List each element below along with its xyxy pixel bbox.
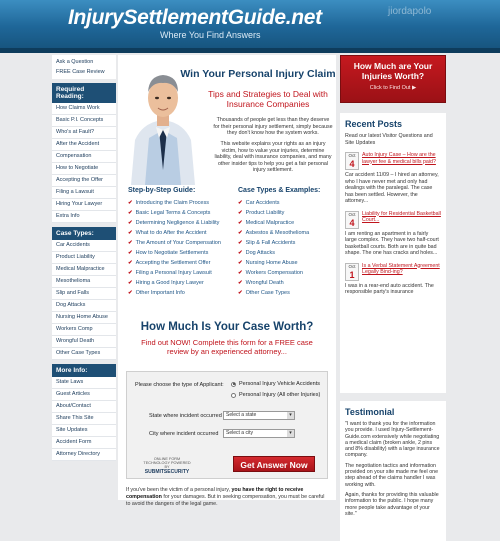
testimonial-heading: Testimonial (345, 407, 395, 417)
check-icon: ✔ (238, 270, 243, 276)
injury-worth-banner[interactable] (340, 55, 446, 103)
list-item[interactable]: ✔ Nursing Home Abuse (238, 260, 298, 266)
nav-item[interactable]: Mesothelioma (52, 276, 116, 288)
list-item[interactable]: ✔ Basic Legal Terms & Concepts (128, 210, 211, 216)
list-item[interactable]: ✔ Accepting the Settlement Offer (128, 260, 211, 266)
recent-posts-panel (340, 113, 446, 393)
check-icon: ✔ (238, 280, 243, 286)
state-select[interactable]: Select a state ▾ (223, 411, 295, 420)
list-item[interactable]: ✔ Other Important Info (128, 290, 185, 296)
list-item[interactable]: ✔ Filing a Personal Injury Lawsuit (128, 270, 212, 276)
left-sidebar (52, 55, 116, 461)
nav-item[interactable]: Workers Comp (52, 324, 116, 336)
applicant-type-label: Please choose the type of Applicant: (135, 382, 224, 388)
post-title-link[interactable]: Is a Verbal Statement Agreement Legally Bind-ing? (362, 262, 440, 275)
nav-item[interactable]: Car Accidents (52, 240, 116, 252)
check-icon: ✔ (238, 290, 243, 296)
nav-item[interactable]: State Laws (52, 377, 116, 389)
post-excerpt: I was in a rear-end auto accident. The responsible party's insurance (345, 282, 434, 295)
right-sidebar (340, 55, 446, 541)
post-item (345, 152, 441, 205)
case-types-heading: Case Types: (52, 227, 116, 240)
city-label: City where incident occurred (149, 431, 219, 437)
testimonial-text: "I want to thank you for the information you provide. I used Injury-Settlement-Guide.com extensively while negotiating a medical claim (broken ankle, 2 pins and 8% disability) with a large insurance company. The negotiation tactics and information provided on your site made me feel one step ahead of the claims handler I was working with. Again, thanks for providing this valuable information to the public. I hope many more people take advantage of your site." (345, 421, 440, 517)
check-icon: ✔ (238, 230, 243, 236)
case-worth-subheading: Find out NOW! Complete this form for a FREE case review by an experienced attorney... (141, 338, 313, 356)
check-icon: ✔ (128, 260, 133, 266)
nav-item[interactable]: Product Liability (52, 252, 116, 264)
nav-item[interactable]: Dog Attacks (52, 300, 116, 312)
check-icon: ✔ (128, 220, 133, 226)
nav-item[interactable]: Guest Articles (52, 389, 116, 401)
case-review-form (126, 371, 328, 479)
nav-item[interactable]: Other Case Types (52, 348, 116, 360)
case-types-list (52, 240, 116, 360)
nav-item[interactable]: Basic P.I. Concepts (52, 115, 116, 127)
list-item[interactable]: ✔ Asbestos & Mesothelioma (238, 230, 310, 236)
chevron-down-icon: ▾ (287, 412, 294, 419)
list-item[interactable]: ✔ How to Negotiate Settlements (128, 250, 209, 256)
nav-item[interactable]: After the Accident (52, 139, 116, 151)
list-item[interactable]: ✔ Wrongful Death (238, 280, 284, 286)
nav-item[interactable]: About/Contact (52, 401, 116, 413)
post-title-link[interactable]: Liability for Residential Basketball Court... (362, 210, 441, 223)
banner-title: How Much are Your Injuries Worth? (353, 61, 433, 81)
nav-item[interactable]: How to Negotiate (52, 163, 116, 175)
nav-item[interactable]: Wrongful Death (52, 336, 116, 348)
secure-badge: ONLINE FORM TECHNOLOGY POWERED BY SUBMITSECURITY (141, 457, 193, 475)
list-item[interactable]: ✔ The Amount of Your Compensation (128, 240, 221, 246)
city-select[interactable]: Select a city ▾ (223, 429, 295, 438)
check-icon: ✔ (128, 210, 133, 216)
top-links (52, 55, 116, 79)
testimonial-panel (340, 401, 446, 541)
body-paragraph-1: If you've been the victim of a personal injury, you have the right to receive compensation for your damages. But in seeking compensation, you must be careful to avoid the dangers of the legal game. (126, 487, 325, 507)
check-icon: ✔ (128, 240, 133, 246)
post-date: Oct 4 (345, 152, 359, 170)
watermark-text: jiordapolo (388, 6, 432, 17)
post-excerpt: Car accident 11/09 – I hired an attorney, who I have never met and only had dealings with the paralegal. The case has been settled. However, the attorney... (345, 172, 439, 204)
more-info-heading: More Info: (52, 364, 116, 377)
state-label: State where incident occurred (149, 413, 222, 419)
list-item[interactable]: ✔ Slip & Fall Accidents (238, 240, 296, 246)
list-item[interactable]: ✔ Other Case Types (238, 290, 290, 296)
nav-item[interactable]: Share This Site (52, 413, 116, 425)
post-item (345, 211, 441, 257)
post-title-link[interactable]: Auto Injury Case – How are the lawyer fee & medical bills paid? (362, 152, 436, 165)
case-examples-heading: Case Types & Examples: (238, 187, 321, 194)
radio-button[interactable] (231, 382, 236, 387)
chevron-down-icon: ▾ (287, 430, 294, 437)
submitsecurity-logo: SUBMITSECURITY (144, 469, 190, 475)
intro-paragraph-2: This website explains your rights as an injury victim, how to value your injuries, determine liability, deal with insurance companies, and many other insider tips to help you get a fair personal injury settlement. (214, 141, 332, 173)
check-icon: ✔ (238, 220, 243, 226)
list-item[interactable]: ✔ Product Liability (238, 210, 285, 216)
check-icon: ✔ (128, 250, 133, 256)
nav-item[interactable]: Accident Form (52, 437, 116, 449)
list-item[interactable]: ✔ Car Accidents (238, 200, 280, 206)
check-icon: ✔ (128, 200, 133, 206)
check-icon: ✔ (238, 240, 243, 246)
page-title: Win Your Personal Injury Claim (180, 68, 336, 80)
check-icon: ✔ (238, 200, 243, 206)
nav-item[interactable]: Site Updates (52, 425, 116, 437)
check-icon: ✔ (238, 250, 243, 256)
intro-paragraph-1: Thousands of people get less than they deserve for their personal injury settlement, simply because they don't know how the system works. (213, 117, 333, 136)
required-reading-list (52, 103, 116, 223)
nav-item[interactable]: Compensation (52, 151, 116, 163)
check-icon: ✔ (238, 260, 243, 266)
get-answer-button[interactable]: Get Answer Now (233, 456, 315, 472)
more-info-list (52, 377, 116, 461)
recent-posts-heading: Recent Posts (345, 119, 403, 129)
post-date: Oct 4 (345, 211, 359, 229)
check-icon: ✔ (128, 290, 133, 296)
radio-vehicle-accidents[interactable]: Personal Injury Vehicle Accidents (231, 381, 320, 387)
radio-other-injuries[interactable]: Personal Injury (All other Injuries) (231, 392, 320, 398)
post-date: Oct 1 (345, 263, 359, 281)
check-icon: ✔ (128, 270, 133, 276)
check-icon: ✔ (128, 280, 133, 286)
nav-item[interactable]: Accepting the Offer (52, 175, 116, 187)
nav-item[interactable]: Nursing Home Abuse (52, 312, 116, 324)
post-item (345, 263, 441, 296)
check-icon: ✔ (128, 230, 133, 236)
ask-question-link[interactable]: Ask a Question (56, 59, 94, 65)
banner-link[interactable]: Click to Find Out ▶ (369, 85, 417, 91)
main-content (118, 55, 336, 507)
nav-item[interactable]: Slip and Falls (52, 288, 116, 300)
step-guide-list (128, 198, 221, 298)
site-tagline: Where You Find Answers (160, 30, 261, 40)
nav-item[interactable]: Filing a Lawsuit (52, 187, 116, 199)
list-item[interactable]: ✔ Medical Malpractice (238, 220, 295, 226)
case-worth-heading: How Much Is Your Case Worth? (140, 321, 314, 333)
site-logo[interactable]: InjurySettlementGuide.net (68, 6, 322, 29)
list-item[interactable]: ✔ Hiring a Good Injury Lawyer (128, 280, 204, 286)
list-item[interactable]: ✔ Dog Attacks (238, 250, 275, 256)
free-case-review-link[interactable]: FREE Case Review (56, 69, 105, 75)
nav-item[interactable]: How Claims Work (52, 103, 116, 115)
list-item[interactable]: ✔ Introducing the Claim Process (128, 200, 209, 206)
check-icon: ✔ (238, 210, 243, 216)
site-header (0, 0, 500, 48)
list-item[interactable]: ✔ Determining Negligence & Liability (128, 220, 220, 226)
nav-item[interactable]: Attorney Directory (52, 449, 116, 461)
nav-item[interactable]: Who's at Fault? (52, 127, 116, 139)
recent-posts-intro: Read our latest Visitor Questions and Site Updates (345, 133, 433, 146)
nav-item[interactable]: Hiring Your Lawyer (52, 199, 116, 211)
page-subtitle: Tips and Strategies to Deal with Insurance Companies (208, 89, 328, 109)
case-examples-list (238, 198, 309, 298)
nav-item[interactable]: Extra Info (52, 211, 116, 223)
nav-item[interactable]: Medical Malpractice (52, 264, 116, 276)
list-item[interactable]: ✔ Workers Compensation (238, 270, 303, 276)
post-excerpt: I am renting an apartment in a fairly large complex. They have two half-court basketball courts. Both are in quite bad shape. The one has cracks and holes... (345, 230, 439, 256)
radio-button[interactable] (231, 393, 236, 398)
required-reading-heading: Required Reading: (52, 83, 116, 103)
step-guide-heading: Step-by-Step Guide: (128, 187, 196, 194)
header-strip (0, 48, 500, 53)
list-item[interactable]: ✔ What to do After the Accident (128, 230, 207, 236)
